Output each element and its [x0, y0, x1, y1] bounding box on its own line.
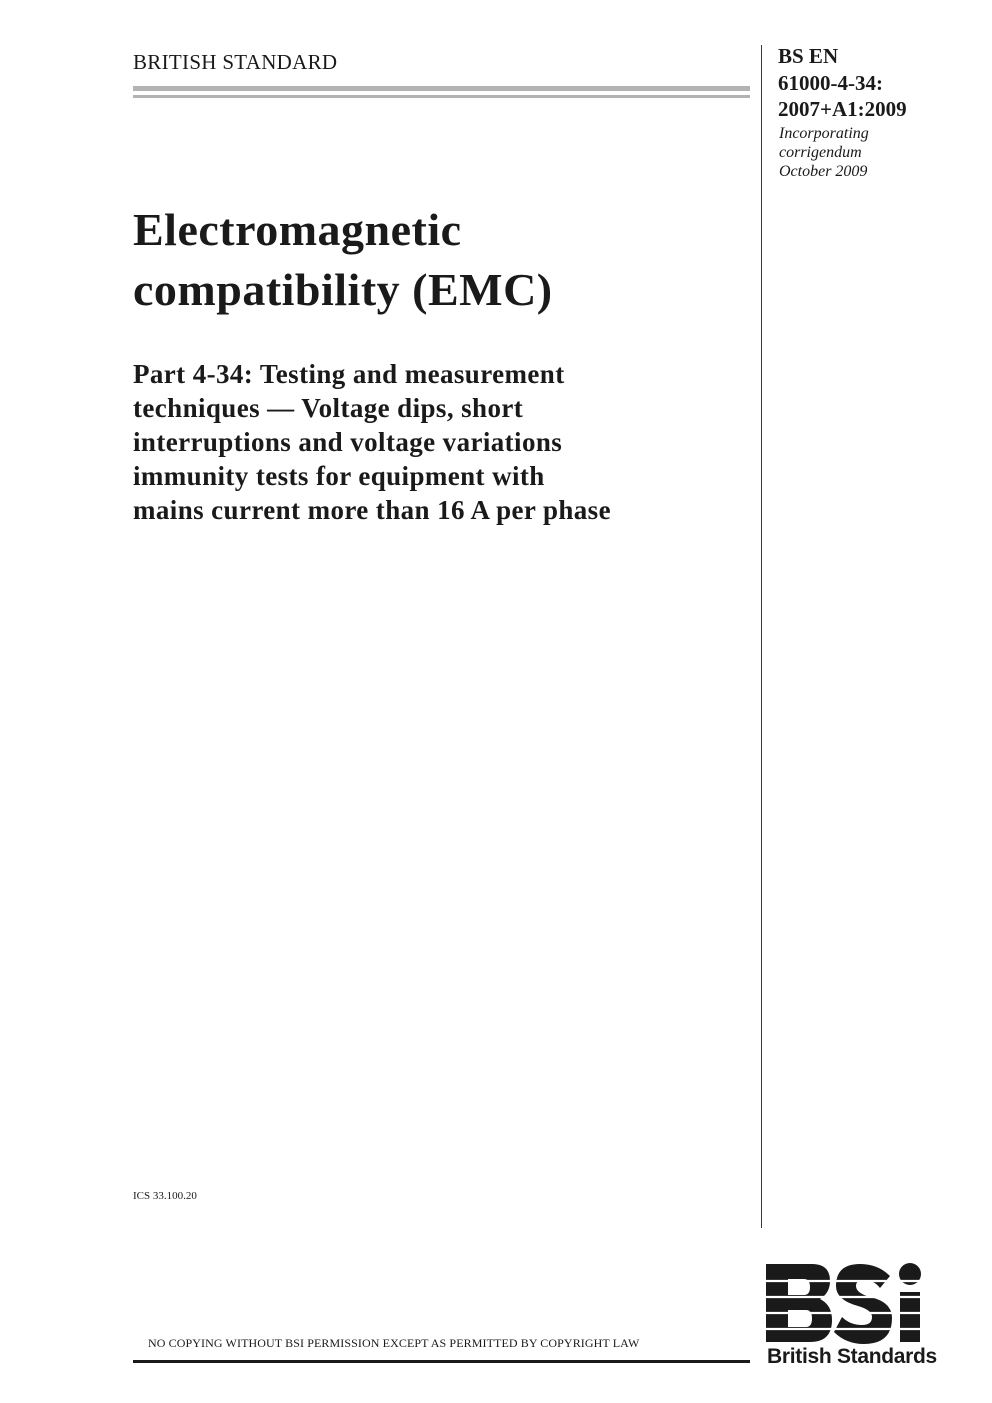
document-subtitle [133, 357, 763, 527]
standard-number-line-2: 61000-4-34: [778, 71, 883, 95]
title-line-1: Electromagnetic [133, 204, 462, 255]
corrigendum-line-3: October 2009 [779, 163, 868, 180]
bsi-logo-icon [766, 1262, 946, 1346]
copyright-notice: NO COPYING WITHOUT BSI PERMISSION EXCEPT AS PERMITTED BY COPYRIGHT LAW [148, 1336, 640, 1350]
vertical-divider [761, 45, 762, 1228]
bsi-logo-graphic [766, 1262, 946, 1346]
corrigendum-line-1: Incorporating [779, 125, 869, 142]
ics-code: ICS 33.100.20 [133, 1190, 197, 1202]
standard-number-line-3: 2007+A1:2009 [778, 97, 907, 121]
subtitle-line-5: mains current more than 16 A per phase [133, 495, 611, 525]
document-title [133, 200, 753, 320]
header-rule-thick [133, 86, 750, 91]
header-rule-thin [133, 95, 750, 98]
subtitle-line-3: interruptions and voltage variations [133, 427, 563, 457]
footer-rule [133, 1360, 750, 1363]
title-line-2: compatibility (EMC) [133, 264, 553, 315]
standard-number-line-1: BS EN [778, 44, 839, 68]
series-label: BRITISH STANDARD [133, 50, 338, 74]
subtitle-line-4: immunity tests for equipment with [133, 461, 545, 491]
bsi-tagline: British Standards [767, 1345, 937, 1368]
subtitle-line-1: Part 4-34: Testing and measurement [133, 359, 565, 389]
subtitle-line-2: techniques — Voltage dips, short [133, 393, 524, 423]
corrigendum-line-2: corrigendum [779, 144, 862, 161]
